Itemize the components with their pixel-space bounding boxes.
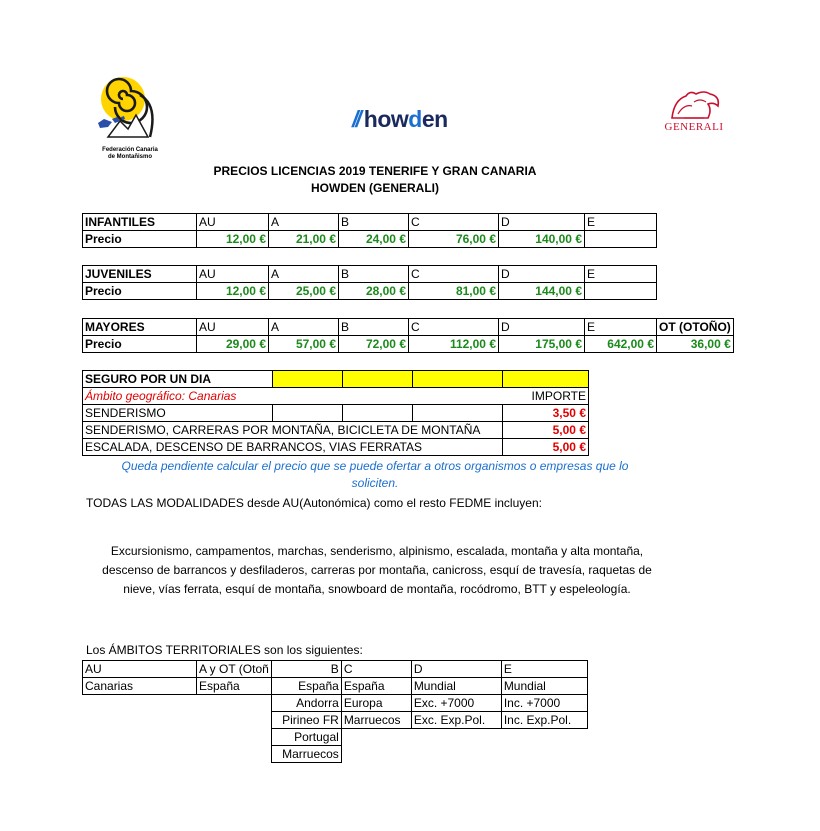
actividades-paragraph: [80, 542, 674, 599]
howden-mark-icon: //: [352, 106, 359, 132]
highlight-cell: [503, 371, 589, 388]
pending-note-line1: Queda pendiente calcular el precio que se puede ofertar a otros organismos o empresas que lo: [121, 459, 629, 473]
column-header: D: [499, 319, 585, 336]
empty-cell: [197, 712, 272, 729]
page-title: PRECIOS LICENCIAS 2019 TENERIFE Y GRAN CANARIA: [213, 164, 537, 178]
table-row: [83, 678, 588, 695]
category-label: JUVENILES: [83, 266, 197, 283]
column-header: B: [339, 319, 409, 336]
actividades-line1: Excursionismo, campamentos, marchas, senderismo, alpinismo, escalada, montaña y alta montaña,: [110, 544, 644, 558]
empty-cell: [197, 729, 272, 746]
table-row: [83, 283, 657, 300]
empty-cell: [341, 746, 411, 763]
category-label: INFANTILES: [83, 214, 197, 231]
howden-logo: [352, 106, 448, 133]
fcm-caption-line1: Federación Canaria: [102, 147, 158, 153]
column-header: E: [585, 319, 657, 336]
column-header: B: [339, 266, 409, 283]
ambitos-table: [82, 660, 588, 763]
price-cell: 12,00 €: [197, 231, 269, 248]
generali-logo: [664, 88, 724, 136]
column-header: AU: [197, 319, 269, 336]
column-header: A: [269, 266, 339, 283]
price-cell: 175,00 €: [499, 336, 585, 353]
winged-lion-icon: [664, 88, 724, 122]
table-row: [83, 746, 588, 763]
empty-cell: [343, 405, 413, 422]
ambito-cell: Europa: [341, 695, 411, 712]
price-cell: 144,00 €: [499, 283, 585, 300]
ambito-cell: Mundial: [411, 678, 501, 695]
fcm-emblem-icon: [90, 75, 170, 147]
ambito-cell: Canarias: [83, 678, 197, 695]
ambitos-title: Los ÁMBITOS TERRITORIALES son los siguientes:: [86, 643, 363, 657]
ambito-cell: Exc. +7000: [411, 695, 501, 712]
ambito-cell: Exc. Exp.Pol.: [411, 712, 501, 729]
column-header: OT (OTOÑO): [657, 319, 734, 336]
column-header: C: [409, 319, 499, 336]
page-subtitle: HOWDEN (GENERALI): [311, 181, 439, 195]
seguro-price: 5,00 €: [503, 439, 589, 456]
mayores-table: [82, 318, 734, 353]
column-header: A: [269, 214, 339, 231]
table-header-row: [83, 319, 734, 336]
table-row: [83, 405, 589, 422]
table-row: [83, 695, 588, 712]
row-label: Precio: [83, 336, 197, 353]
price-cell: 642,00 €: [585, 336, 657, 353]
seguro-table: [82, 370, 589, 456]
empty-cell: [83, 746, 197, 763]
price-cell: 81,00 €: [409, 283, 499, 300]
ambito-cell: Mundial: [501, 678, 587, 695]
table-header-row: [83, 371, 589, 388]
table-row: [83, 712, 588, 729]
empty-cell: [273, 405, 343, 422]
modalidades-text: TODAS LAS MODALIDADES desde AU(Autonómica) como el resto FEDME incluyen:: [86, 496, 542, 510]
table-row: [83, 231, 657, 248]
howden-accent: d: [408, 106, 422, 132]
empty-cell: [411, 746, 501, 763]
column-header: E: [585, 214, 657, 231]
column-header: AU: [83, 661, 197, 678]
table-row: [83, 729, 588, 746]
price-cell: 29,00 €: [197, 336, 269, 353]
table-header-row: [83, 214, 657, 231]
column-header: E: [501, 661, 587, 678]
seguro-row-label: SENDERISMO, CARRERAS POR MONTAÑA, BICICLETA DE MONTAÑA: [83, 422, 503, 439]
table-row: [83, 422, 589, 439]
table-header-row: [83, 661, 588, 678]
ambito-cell: España: [341, 678, 411, 695]
empty-cell: [83, 729, 197, 746]
column-header: AU: [197, 214, 269, 231]
price-cell: 112,00 €: [409, 336, 499, 353]
empty-cell: [501, 746, 587, 763]
column-header: C: [409, 214, 499, 231]
highlight-cell: [273, 371, 343, 388]
row-label: Precio: [83, 231, 197, 248]
ambito-cell: Inc. Exp.Pol.: [501, 712, 587, 729]
generali-wordmark: GENERALI: [664, 121, 724, 133]
category-label: MAYORES: [83, 319, 197, 336]
price-cell: 28,00 €: [339, 283, 409, 300]
fcm-caption-line2: de Montañismo: [107, 154, 152, 160]
table-row: [83, 388, 589, 405]
column-header: D: [499, 266, 585, 283]
ambito-label: Ámbito geográfico: Canarias: [83, 388, 503, 405]
table-row: [83, 336, 734, 353]
price-cell: 76,00 €: [409, 231, 499, 248]
price-cell: 140,00 €: [499, 231, 585, 248]
column-header: B: [339, 214, 409, 231]
price-cell: 12,00 €: [197, 283, 269, 300]
ambito-cell: España: [197, 678, 272, 695]
column-header: B: [271, 661, 341, 678]
ambito-cell: Marruecos: [271, 746, 341, 763]
pending-note: [90, 458, 660, 492]
importe-header: IMPORTE: [503, 388, 589, 405]
seguro-price: 5,00 €: [503, 422, 589, 439]
actividades-line3: nieve, vías ferrata, esquí de montaña, snowboard de montaña, rocódromo, BTT y espeleología.: [123, 582, 631, 596]
column-header: A: [269, 319, 339, 336]
column-header: C: [409, 266, 499, 283]
price-cell: 21,00 €: [269, 231, 339, 248]
empty-cell: [197, 746, 272, 763]
empty-cell: [413, 405, 503, 422]
empty-cell: [501, 729, 587, 746]
actividades-line2: descenso de barrancos y desfiladeros, carreras por montaña, canicross, esquí de travesía, raquetas de: [102, 563, 652, 577]
price-cell: [585, 283, 657, 300]
column-header: D: [499, 214, 585, 231]
price-cell: 72,00 €: [339, 336, 409, 353]
column-header: D: [411, 661, 501, 678]
empty-cell: [83, 712, 197, 729]
ambito-cell: Pirineo FR: [271, 712, 341, 729]
howden-suffix: en: [421, 106, 448, 132]
fcm-logo: [90, 75, 170, 165]
column-header: AU: [197, 266, 269, 283]
price-cell: 25,00 €: [269, 283, 339, 300]
highlight-cell: [343, 371, 413, 388]
price-cell: [585, 231, 657, 248]
seguro-title: SEGURO POR UN DIA: [83, 371, 273, 388]
seguro-price: 3,50 €: [503, 405, 589, 422]
table-header-row: [83, 266, 657, 283]
column-header: A y OT (Otoñ: [197, 661, 272, 678]
ambito-cell: Portugal: [271, 729, 341, 746]
price-cell: 24,00 €: [339, 231, 409, 248]
pending-note-line2: soliciten.: [351, 476, 399, 490]
ambito-cell: Andorra: [271, 695, 341, 712]
empty-cell: [197, 695, 272, 712]
column-header: E: [585, 266, 657, 283]
empty-cell: [83, 695, 197, 712]
infantiles-table: [82, 213, 657, 248]
empty-cell: [341, 729, 411, 746]
howden-prefix: how: [363, 106, 409, 132]
seguro-row-label: SENDERISMO: [83, 405, 273, 422]
seguro-row-label: ESCALADA, DESCENSO DE BARRANCOS, VIAS FERRATAS: [83, 439, 503, 456]
ambito-cell: España: [271, 678, 341, 695]
row-label: Precio: [83, 283, 197, 300]
highlight-cell: [413, 371, 503, 388]
column-header: C: [341, 661, 411, 678]
juveniles-table: [82, 265, 657, 300]
ambito-cell: Marruecos: [341, 712, 411, 729]
table-row: [83, 439, 589, 456]
empty-cell: [411, 729, 501, 746]
ambito-cell: Inc. +7000: [501, 695, 587, 712]
price-cell: 36,00 €: [657, 336, 734, 353]
price-cell: 57,00 €: [269, 336, 339, 353]
fcm-caption: [90, 147, 170, 161]
